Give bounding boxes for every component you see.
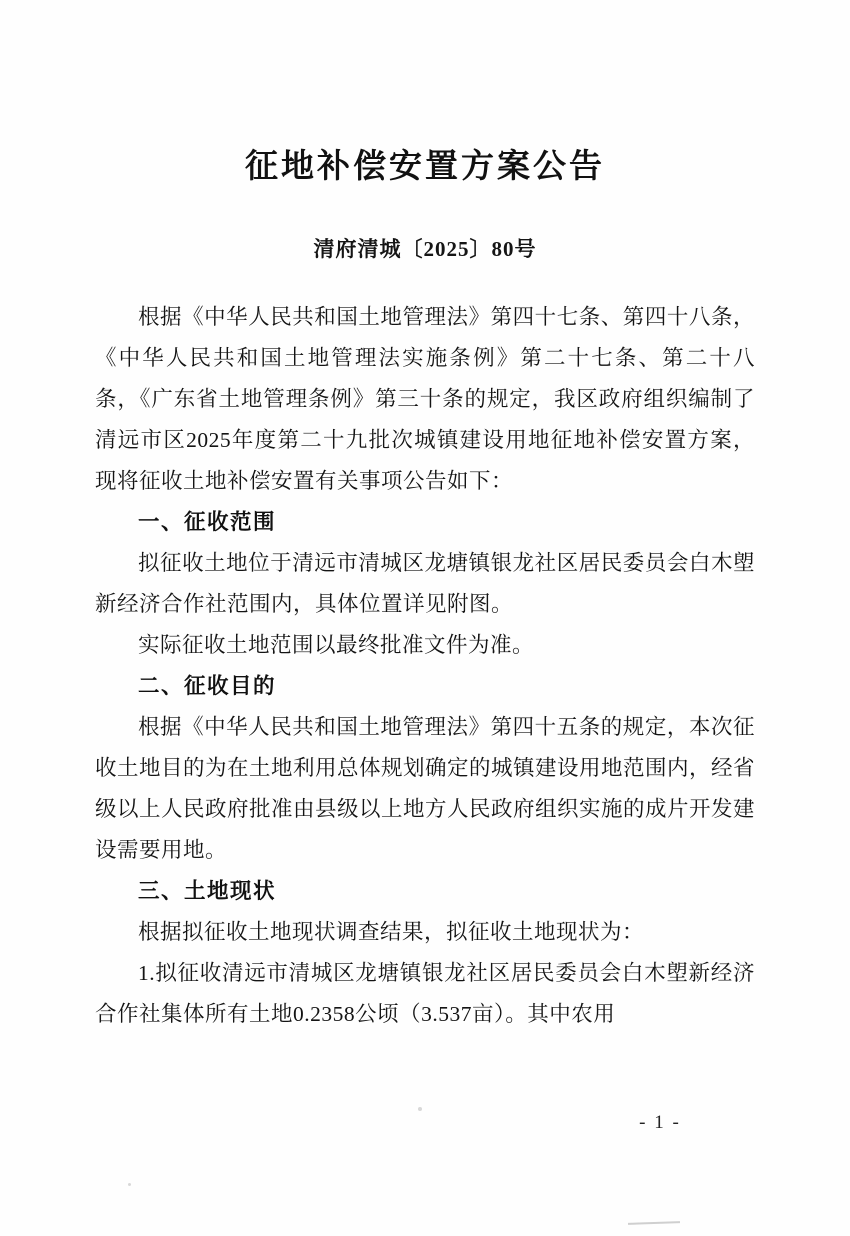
paragraph-land-status-intro: 根据拟征收土地现状调查结果，拟征收土地现状为： (138, 920, 645, 944)
page-title: 征地补偿安置方案公告 (245, 149, 605, 185)
paper-speck (418, 1107, 422, 1111)
paper-speck (128, 1183, 131, 1186)
paragraph-scope-location: 拟征收土地位于清远市清城区龙塘镇银龙社区居民委员会白木塱新经济合作社范围内，具体位置详见附图。 (95, 551, 755, 616)
page-edge-mark (628, 1221, 680, 1225)
paragraph-purpose: 根据《中华人民共和国土地管理法》第四十五条的规定，本次征收土地目的为在土地利用总体规划确定的城镇建设用地范围内，经省级以上人民政府批准由县级以上地方人民政府组织实施的成片开发建设需要用地。 (95, 715, 756, 862)
document-paragraphs (95, 297, 755, 1035)
section-heading-purpose: 二、征收目的 (138, 674, 277, 698)
paragraph-land-status-item-1: 1.拟征收清远市清城区龙塘镇银龙社区居民委员会白木塱新经济合作社集体所有土地0.2358公顷（3.537亩）。其中农用 (95, 961, 755, 1026)
paragraph-intro: 根据《中华人民共和国土地管理法》第四十七条、第四十八条，《中华人民共和国土地管理法实施条例》第二十七条、第二十八条，《广东省土地管理条例》第三十条的规定，我区政府组织编制了清远市区2025年度第二十九批次城镇建设用地征地补偿安置方案，现将征收土地补偿安置有关事项公告如下： (95, 305, 755, 493)
page-number-label: - 1 - (639, 1112, 681, 1133)
section-heading-scope: 一、征收范围 (138, 510, 277, 534)
page-number (0, 1112, 850, 1134)
document-number: 清府清城〔2025〕80号 (313, 237, 537, 261)
paragraph-scope-final: 实际征收土地范围以最终批准文件为准。 (138, 633, 535, 657)
document-body (95, 0, 755, 1035)
section-heading-land-status: 三、土地现状 (138, 879, 277, 903)
